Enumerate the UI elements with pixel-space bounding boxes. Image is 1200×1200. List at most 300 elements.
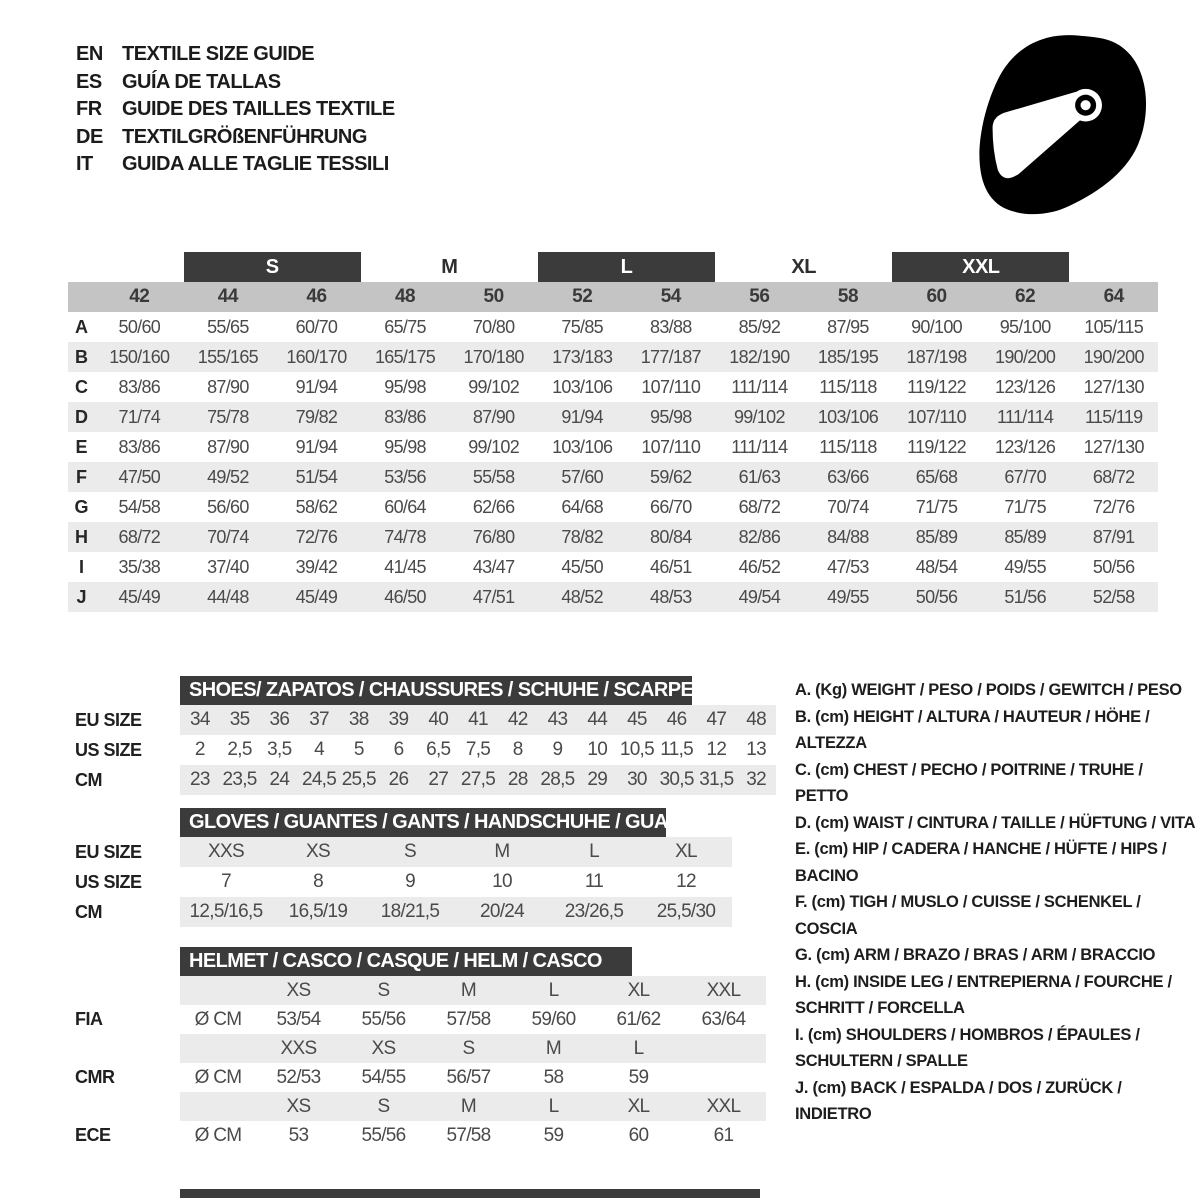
measure-cell: 68/72 xyxy=(1092,466,1135,487)
measure-cell: 67/70 xyxy=(1004,466,1046,487)
language-row-en xyxy=(76,41,395,69)
measure-cell: 150/160 xyxy=(109,346,170,367)
size-cell-s: S xyxy=(377,1095,390,1117)
value-cell: 12 xyxy=(706,739,727,760)
value-cell: 35 xyxy=(229,709,250,730)
size-cell-xl: XL xyxy=(627,979,650,1001)
value-cell: 40 xyxy=(428,709,449,730)
measure-cell: 99/102 xyxy=(468,436,520,457)
legend-item-e: E. (cm) HIP / CADERA / HANCHE / HÜFTE / HIPS / BACINO xyxy=(795,840,1167,885)
measure-cell: 55/58 xyxy=(472,466,515,487)
measure-cell: 39/42 xyxy=(295,556,338,577)
guide-title-en: TEXTILE SIZE GUIDE xyxy=(122,43,315,66)
measure-cell: 70/74 xyxy=(207,526,249,547)
row-label-eu-size: EU SIZE xyxy=(75,705,180,735)
measure-cell: 165/175 xyxy=(374,346,436,367)
value-cell: 27,5 xyxy=(460,769,496,790)
value-cell: 39 xyxy=(388,709,409,730)
value-cell: 42 xyxy=(507,709,528,730)
row-cells xyxy=(180,1063,766,1092)
measure-cell: 87/90 xyxy=(207,436,249,457)
gloves-table-title: GLOVES / GUANTES / GANTS / HANDSCHUHE / GUANTI xyxy=(180,808,666,837)
measure-cell: 123/126 xyxy=(995,376,1056,397)
size-number-58: 58 xyxy=(837,286,859,307)
size-number-56: 56 xyxy=(749,286,770,307)
row-label-cmr: CMR xyxy=(75,1063,180,1092)
measure-cell: 115/119 xyxy=(1084,406,1143,427)
sub-tables xyxy=(75,676,785,1150)
table-row xyxy=(75,1121,785,1150)
value-cell: 48 xyxy=(746,709,766,730)
measure-cell: 56/60 xyxy=(207,496,249,517)
size-number-46: 46 xyxy=(306,286,327,307)
size-number-54: 54 xyxy=(660,286,681,307)
measure-cell: 51/54 xyxy=(295,466,338,487)
size-cell-xs: XS xyxy=(286,979,311,1001)
value-cell: 52/53 xyxy=(276,1066,321,1088)
language-row-it xyxy=(76,151,395,179)
measure-cell: 91/94 xyxy=(561,406,603,427)
value-cell: 46 xyxy=(666,709,687,730)
measure-cell: 64/68 xyxy=(561,496,603,517)
measure-cell: 83/86 xyxy=(118,376,161,397)
row-letter-I: I xyxy=(78,556,84,577)
measure-cell: 75/85 xyxy=(561,316,603,337)
value-cell: 12,5/16,5 xyxy=(189,901,263,922)
value-cell: 30,5 xyxy=(659,769,694,790)
measure-cell: 74/78 xyxy=(384,526,426,547)
table-row xyxy=(75,765,785,795)
measure-cell: 46/50 xyxy=(384,586,426,607)
measure-cell: 173/183 xyxy=(552,346,613,367)
measure-cell: 83/86 xyxy=(384,406,426,427)
row-label-us-size: US SIZE xyxy=(75,735,180,765)
table-row xyxy=(75,1063,785,1092)
value-cell: 59/60 xyxy=(531,1008,576,1030)
value-cell: 20/24 xyxy=(479,901,525,922)
measure-cell: 71/75 xyxy=(1004,496,1046,517)
legend-item-j: J. (cm) BACK / ESPALDA / DOS / ZURÜCK / INDIETRO xyxy=(795,1078,1122,1123)
size-cell-l: L xyxy=(548,979,559,1001)
row-cells xyxy=(180,765,776,795)
value-cell: 7,5 xyxy=(465,739,491,760)
legend-item-c: C. (cm) CHEST / PECHO / POITRINE / TRUHE / PETTO xyxy=(795,760,1143,805)
measure-cell: 65/68 xyxy=(915,466,958,487)
measure-cell: 49/55 xyxy=(1004,556,1046,577)
value-cell: 57/58 xyxy=(446,1124,491,1146)
measure-cell: 54/58 xyxy=(118,496,161,517)
measure-cell: 63/66 xyxy=(827,466,869,487)
value-cell: 9 xyxy=(552,739,563,760)
value-cell: 28 xyxy=(507,769,528,790)
shoes-table xyxy=(75,676,785,795)
legend-item-g: G. (cm) ARM / BRAZO / BRAS / ARM / BRACCIO xyxy=(795,946,1156,964)
measure-cell: 35/38 xyxy=(118,556,161,577)
row-cells xyxy=(180,976,766,1005)
measure-cell: 49/55 xyxy=(827,586,869,607)
legend-item-i: I. (cm) SHOULDERS / HOMBROS / ÉPAULES / SCHULTERN / SPALLE xyxy=(795,1025,1140,1070)
measure-cell: 111/114 xyxy=(997,406,1054,427)
measure-cell: 68/72 xyxy=(738,496,781,517)
measure-cell: 50/60 xyxy=(118,316,161,337)
table-row xyxy=(75,705,785,735)
unit-spacer xyxy=(180,1034,256,1063)
measure-cell: 44/48 xyxy=(207,586,249,607)
language-code: DE xyxy=(76,125,103,148)
value-cell: 13 xyxy=(746,739,766,760)
value-cell: 31,5 xyxy=(699,769,734,790)
size-cell-m: M xyxy=(545,1037,562,1059)
measure-cell: 71/74 xyxy=(118,406,161,427)
measure-cell: 48/52 xyxy=(561,586,603,607)
measure-cell: 45/50 xyxy=(561,556,603,577)
measure-cell: 111/114 xyxy=(731,376,788,397)
size-number-50: 50 xyxy=(483,286,504,307)
measure-cell: 53/56 xyxy=(384,466,426,487)
measure-cell: 85/89 xyxy=(915,526,958,547)
row-letter-D: D xyxy=(75,406,88,427)
value-cell: 25,5/30 xyxy=(656,901,716,922)
measure-cell: 95/100 xyxy=(999,316,1051,337)
measure-cell: 49/52 xyxy=(207,466,249,487)
main-row-C xyxy=(68,372,1158,402)
value-cell: 38 xyxy=(348,709,369,730)
measure-cell: 55/65 xyxy=(207,316,249,337)
row-letter-H: H xyxy=(75,526,88,547)
measure-cell: 99/102 xyxy=(468,376,520,397)
measure-cell: 78/82 xyxy=(561,526,603,547)
language-title-block xyxy=(76,41,395,179)
value-cell: 9 xyxy=(405,871,415,892)
measure-cell: 51/56 xyxy=(1004,586,1046,607)
guide-title-es: GUÍA DE TALLAS xyxy=(122,70,281,93)
measure-cell: 105/115 xyxy=(1084,316,1144,337)
value-cell: 23 xyxy=(189,769,210,790)
measure-cell: 83/86 xyxy=(118,436,161,457)
measure-cell: 160/170 xyxy=(286,346,347,367)
size-number-62: 62 xyxy=(1015,286,1036,307)
measure-cell: 57/60 xyxy=(561,466,603,487)
shoes-table-rows xyxy=(75,705,785,795)
table-row xyxy=(75,976,785,1005)
size-cell-xxl: XXL xyxy=(706,979,741,1001)
value-cell: 11,5 xyxy=(660,739,694,760)
measure-cell: 87/90 xyxy=(472,406,515,427)
legend-item-f: F. (cm) TIGH / MUSLO / CUISSE / SCHENKEL / COSCIA xyxy=(795,893,1141,938)
value-cell: 57/58 xyxy=(446,1008,491,1030)
size-group-m: M xyxy=(441,255,458,278)
measure-cell: 45/49 xyxy=(118,586,161,607)
value-cell: 56/57 xyxy=(446,1066,491,1088)
measure-cell: 49/54 xyxy=(738,586,781,607)
value-cell: 61/62 xyxy=(616,1008,661,1030)
main-row-I xyxy=(68,552,1158,582)
row-label-fia: FIA xyxy=(75,1005,180,1034)
table-row xyxy=(75,897,785,927)
value-cell: XXS xyxy=(208,841,244,862)
measure-cell: 95/98 xyxy=(650,406,692,427)
measure-cell: 115/118 xyxy=(819,376,877,397)
racing-helmet-icon xyxy=(968,30,1160,218)
measure-cell: 87/90 xyxy=(207,376,249,397)
value-cell: 16,5/19 xyxy=(288,901,348,922)
row-letter-F: F xyxy=(76,466,87,487)
measure-cell: 182/190 xyxy=(729,346,790,367)
main-row-A xyxy=(68,312,1158,342)
row-cells xyxy=(180,1121,766,1150)
value-cell: 53/54 xyxy=(276,1008,321,1030)
value-cell: 8 xyxy=(512,739,523,760)
size-cell-s: S xyxy=(462,1037,475,1059)
language-code: EN xyxy=(76,43,103,66)
value-cell: 5 xyxy=(353,739,364,760)
value-cell: 55/56 xyxy=(361,1008,406,1030)
unit-spacer xyxy=(180,976,256,1005)
row-label-cm: CM xyxy=(75,897,180,927)
value-cell: 10 xyxy=(587,739,608,760)
number-spacer xyxy=(68,282,95,312)
value-cell: XL xyxy=(675,841,697,862)
measure-cell: 82/86 xyxy=(738,526,781,547)
value-cell: 4 xyxy=(314,739,324,760)
helmet-table xyxy=(75,947,785,1150)
measure-cell: 41/45 xyxy=(384,556,426,577)
value-cell: 2,5 xyxy=(227,739,252,760)
measure-cell: 127/130 xyxy=(1083,436,1144,457)
measure-cell: 80/84 xyxy=(650,526,692,547)
size-cell-xs: XS xyxy=(371,1037,396,1059)
measure-cell: 107/110 xyxy=(641,436,701,457)
measure-cell: 68/72 xyxy=(118,526,161,547)
measure-cell: 62/66 xyxy=(472,496,515,517)
textile-size-table xyxy=(68,252,1158,612)
diameter-unit-label: Ø CM xyxy=(194,1066,242,1088)
row-cells xyxy=(180,735,776,765)
measure-cell: 115/118 xyxy=(819,436,877,457)
language-row-fr xyxy=(76,96,395,124)
row-cells xyxy=(180,837,732,867)
table-row xyxy=(75,735,785,765)
diameter-unit-label: Ø CM xyxy=(194,1124,242,1146)
row-label-empty xyxy=(75,1092,180,1121)
measure-cell: 95/98 xyxy=(384,436,426,457)
measure-cell: 187/198 xyxy=(906,346,967,367)
value-cell: 59 xyxy=(543,1124,564,1146)
measure-cell: 85/92 xyxy=(738,316,781,337)
table-row xyxy=(75,1034,785,1063)
value-cell: 24 xyxy=(269,769,290,790)
row-cells xyxy=(180,1005,766,1034)
size-cell-xl: XL xyxy=(627,1095,650,1117)
measure-cell: 155/165 xyxy=(197,346,258,367)
measure-cell: 59/62 xyxy=(650,466,692,487)
value-cell: 6 xyxy=(393,739,404,760)
diameter-unit-label: Ø CM xyxy=(194,1008,242,1030)
unit-spacer xyxy=(180,1092,256,1121)
value-cell: 30 xyxy=(627,769,647,790)
row-letter-B: B xyxy=(75,346,88,367)
measure-cell: 72/76 xyxy=(295,526,338,547)
main-row-E xyxy=(68,432,1158,462)
row-label-cm: CM xyxy=(75,765,180,795)
measure-cell: 127/130 xyxy=(1083,376,1144,397)
measure-cell: 103/106 xyxy=(552,376,613,397)
guide-title-it: GUIDA ALLE TAGLIE TESSILI xyxy=(122,153,389,176)
row-label-empty xyxy=(75,976,180,1005)
measure-cell: 47/53 xyxy=(827,556,869,577)
measure-cell: 50/56 xyxy=(1092,556,1135,577)
measure-cell: 91/94 xyxy=(295,376,338,397)
measure-cell: 119/122 xyxy=(907,376,966,397)
guide-title-fr: GUIDE DES TAILLES TEXTILE xyxy=(122,98,395,121)
measure-cell: 46/52 xyxy=(738,556,781,577)
measure-cell: 95/98 xyxy=(384,376,426,397)
measure-cell: 71/75 xyxy=(915,496,958,517)
measure-cell: 70/80 xyxy=(472,316,515,337)
value-cell: 2 xyxy=(194,739,205,760)
size-cell-l: L xyxy=(633,1037,644,1059)
size-cell-xxs: XXS xyxy=(280,1037,317,1059)
helmet-table-title: HELMET / CASCO / CASQUE / HELM / CASCO xyxy=(180,947,632,976)
value-cell: 53 xyxy=(288,1124,309,1146)
row-cells xyxy=(180,867,732,897)
legend-item-h: H. (cm) INSIDE LEG / ENTREPIERNA / FOURCHE / SCHRITT / FORCELLA xyxy=(795,972,1172,1017)
row-label-eu-size: EU SIZE xyxy=(75,837,180,867)
value-cell: XS xyxy=(306,841,330,862)
table-row xyxy=(75,867,785,897)
size-number-52: 52 xyxy=(572,286,593,307)
size-cell-s: S xyxy=(377,979,390,1001)
measure-cell: 90/100 xyxy=(911,316,962,337)
table-row xyxy=(75,1005,785,1034)
measure-cell: 119/122 xyxy=(907,436,966,457)
size-number-44: 44 xyxy=(217,286,238,307)
value-cell: 47 xyxy=(706,709,727,730)
value-cell: 23,5 xyxy=(222,769,257,790)
measure-cell: 61/63 xyxy=(738,466,781,487)
measure-cell: 79/82 xyxy=(295,406,338,427)
measure-cell: 37/40 xyxy=(207,556,249,577)
main-row-B xyxy=(68,342,1158,372)
row-cells xyxy=(180,1034,766,1063)
measurement-legend xyxy=(795,677,1199,1128)
value-cell: 28,5 xyxy=(540,769,575,790)
measure-cell: 107/110 xyxy=(641,376,701,397)
size-group-l: L xyxy=(538,252,715,282)
measure-cell: 177/187 xyxy=(640,346,701,367)
measure-cell: 47/50 xyxy=(118,466,161,487)
measure-cell: 70/74 xyxy=(827,496,869,517)
measure-cell: 103/106 xyxy=(817,406,879,427)
measure-cell: 75/78 xyxy=(207,406,249,427)
size-cell-xs: XS xyxy=(286,1095,311,1117)
value-cell: 7 xyxy=(221,871,231,892)
main-row-D xyxy=(68,402,1158,432)
main-row-J xyxy=(68,582,1158,612)
value-cell: 10,5 xyxy=(619,739,655,760)
shoes-table-title: SHOES/ ZAPATOS / CHAUSSURES / SCHUHE / SCARPE xyxy=(180,676,692,705)
size-number-60: 60 xyxy=(926,286,947,307)
group-spacer-left xyxy=(68,252,184,282)
size-cell-m: M xyxy=(460,979,477,1001)
value-cell: 24,5 xyxy=(301,769,337,790)
value-cell: 23/26,5 xyxy=(564,901,624,922)
value-cell: 63/64 xyxy=(701,1008,746,1030)
size-number-64: 64 xyxy=(1103,286,1124,307)
value-cell: 43 xyxy=(547,709,568,730)
value-cell: 18/21,5 xyxy=(380,901,440,922)
value-cell: 34 xyxy=(189,709,210,730)
row-cells xyxy=(180,1092,766,1121)
main-row-H xyxy=(68,522,1158,552)
size-number-48: 48 xyxy=(394,286,416,307)
cutoff-table-header-bar xyxy=(180,1189,760,1198)
value-cell: 27 xyxy=(428,769,449,790)
language-code: FR xyxy=(76,98,102,121)
value-cell: 60 xyxy=(628,1124,649,1146)
measure-cell: 48/53 xyxy=(650,586,692,607)
measure-cell: 72/76 xyxy=(1092,496,1135,517)
gloves-table-rows xyxy=(75,837,785,927)
value-cell: 59 xyxy=(628,1066,649,1088)
language-row-es xyxy=(76,69,395,97)
row-letter-A: A xyxy=(75,316,88,337)
measure-cell: 76/80 xyxy=(472,526,515,547)
measure-cell: 60/70 xyxy=(295,316,338,337)
measure-cell: 91/94 xyxy=(295,436,338,457)
row-cells xyxy=(180,705,776,735)
measure-cell: 65/75 xyxy=(384,316,426,337)
main-row-G xyxy=(68,492,1158,522)
helmet-table-rows xyxy=(75,976,785,1150)
value-cell: 36 xyxy=(269,709,290,730)
main-size-number-row xyxy=(68,282,1158,312)
measure-cell: 190/200 xyxy=(995,346,1056,367)
table-row xyxy=(75,837,785,867)
size-cell-m: M xyxy=(460,1095,477,1117)
measure-cell: 85/89 xyxy=(1004,526,1046,547)
value-cell: L xyxy=(589,841,599,862)
value-cell: 32 xyxy=(746,769,766,790)
legend-item-a: A. (Kg) WEIGHT / PESO / POIDS / GEWITCH / PESO xyxy=(795,681,1182,699)
measure-cell: 60/64 xyxy=(384,496,426,517)
measure-cell: 87/91 xyxy=(1092,526,1135,547)
measure-cell: 170/180 xyxy=(463,346,524,367)
value-cell: 58 xyxy=(543,1066,564,1088)
measure-cell: 66/70 xyxy=(650,496,692,517)
row-label-empty xyxy=(75,1034,180,1063)
main-size-group-row xyxy=(68,252,1158,282)
measure-cell: 107/110 xyxy=(907,406,966,427)
measure-cell: 84/88 xyxy=(827,526,869,547)
table-row xyxy=(75,1092,785,1121)
size-group-xl: XL xyxy=(791,255,816,278)
measure-cell: 43/47 xyxy=(472,556,515,577)
measure-cell: 111/114 xyxy=(731,436,788,457)
measure-cell: 52/58 xyxy=(1092,586,1135,607)
value-cell: 55/56 xyxy=(361,1124,406,1146)
main-row-F xyxy=(68,462,1158,492)
size-group-s: S xyxy=(184,252,361,282)
size-group-xxl: XXL xyxy=(892,252,1069,282)
value-cell: 44 xyxy=(587,709,608,730)
size-cell-l: L xyxy=(548,1095,559,1117)
row-letter-E: E xyxy=(75,436,88,457)
measure-cell: 123/126 xyxy=(995,436,1056,457)
size-number-42: 42 xyxy=(129,286,150,307)
row-cells xyxy=(180,897,732,927)
measure-cell: 87/95 xyxy=(827,316,869,337)
